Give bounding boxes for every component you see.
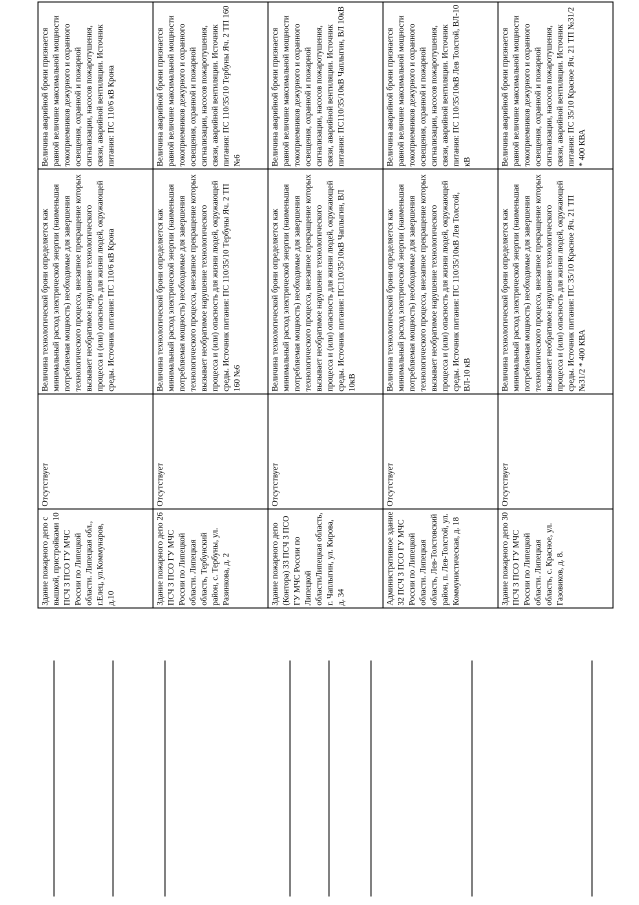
table-row (268, 2, 383, 608)
blank-line-2 (112, 661, 113, 897)
object-cell: Административное здание 32 ПСЧ 3 ПСО ГУ МЧС России по Липецкой области. Липецкая область, Лев-Толстовский район, п. Лев-Толстой, ул. Коммунистическая, д. 18 (383, 509, 498, 608)
blank-line-5 (328, 661, 329, 897)
emergency-reserve-cell: Величина аварийной брони признается равной величине максимальной мощности токоприемников дежурного и охранного освещения, охранной и пожарной сигнализации, насосов пожаротушения, связи, аварийной вентиляции. Источник питания: ПС 110/35/10 Тербуны Яч. 2 ТП 160 №6 (153, 2, 268, 169)
blank-line-1 (53, 661, 54, 897)
tech-reserve-cell: Величина технологической брони определяется как минимальный расход электрической энергии (наименьшая потребляемая мощность) необходимые для завершения технологического процесса, внезапное прекращение которых вызывает необратимое нарушение технологического процесса и (или) опасность для жизни людей, окружающей среды. Источник питания: ПС110/35/10кВ Чаплыгин, ВЛ 10кВ (268, 169, 383, 394)
blank-line-6 (370, 661, 371, 897)
table-row (498, 2, 613, 608)
table-row (383, 2, 498, 608)
object-cell: Здание пожарного депо с вышкой, пристройками 10 ПСЧ 3 ПСО ГУ МЧС России по Липецкой области. Липецкая обл., г.Елец, ул.Коммунаров, д.10 (38, 509, 153, 608)
status-cell: Отсутствует (268, 394, 383, 509)
tech-reserve-cell: Величина технологической брони определяется как минимальный расход электрической энергии (наименьшая потребляемая мощность) необходимые для завершения технологического процесса, внезапное прекращение которых вызывает необратимое нарушение технологического процесса и (или) опасность для жизни людей, окружающей среды. Источник питания: ПС 110/6 кВ Крона (38, 169, 153, 394)
tech-reserve-cell: Величина технологической брони определяется как минимальный расход электрической энергии (наименьшая потребляемая мощность) необходимые для завершения технологического процесса, внезапное прекращение которых вызывает необратимое нарушение технологического процесса и (или) опасность для жизни людей, окружающей среды. Источник питания: ПС 110/35/10кВ Лев Толстой, ВЛ-10 кВ (383, 169, 498, 394)
status-cell: Отсутствует (383, 394, 498, 509)
table-row (38, 2, 153, 608)
tech-reserve-cell: Величина технологической брони определяется как минимальный расход электрической энергии (наименьшая потребляемая мощность) необходимые для завершения технологического процесса, внезапное прекращение которых вызывает необратимое нарушение технологического процесса и (или) опасность для жизни людей, окружающей среды. Источник питания: ПС 35/10 Красное Яч. 21 ТП №31/2 * 400 КВА (498, 169, 613, 394)
blank-line-3 (164, 661, 165, 897)
blank-line-7 (471, 661, 472, 897)
reserve-table (37, 2, 613, 609)
emergency-reserve-cell: Величина аварийной брони признается равной величине максимальной мощности токоприемников дежурного и охранного освещения, охранной и пожарной сигнализации, насосов пожаротушения, связи, аварийной вентиляции. Источник питания: ПС110/35/10кВ Чаплыгин, ВЛ 10кВ (268, 2, 383, 169)
table-row (153, 2, 268, 608)
tech-reserve-cell: Величина технологической брони определяется как минимальный расход электрической энергии (наименьшая потребляемая мощность) необходимые для завершения технологического процесса, внезапное прекращение которых вызывает необратимое нарушение технологического процесса и (или) опасность для жизни людей, окружающей среды. Источник питания: ПС 110/35/10 Тербуны Яч. 2 ТП 160 №6 (153, 169, 268, 394)
status-cell: Отсутствует (498, 394, 613, 509)
object-cell: Здание пожарного депо 26 ПСЧ 3 ПСО ГУ МЧС России по Липецкой области. Липецкая область, Тербунский район, с. Тербуны, ул. Разинкова, д. 2 (153, 509, 268, 608)
object-cell: Здание пожарного депо (Контора) 33 ПСЧ 3 ПСО ГУ МЧС России по Липецкой областиЛипецкая область, г. Чаплыгин, ул. Кирова, д. 34 (268, 509, 383, 608)
object-cell: Здание пожарного депо 30 ПСЧ 3 ПСО ГУ МЧС России по Липецкой области. Липецкая область, с. Красное, ул. Газовиков, д. 8. (498, 509, 613, 608)
status-cell: Отсутствует (153, 394, 268, 509)
rotated-sheet (27, 4, 612, 897)
blank-line-8 (591, 661, 592, 897)
emergency-reserve-cell: Величина аварийной брони признается равной величине максимальной мощности токоприемников дежурного и охранного освещения, охранной и пожарной сигнализации, насосов пожаротушения, связи, аварийной вентиляции. Источник питания: ПС 110/6 кВ Крона (38, 2, 153, 169)
status-cell: Отсутствует (38, 394, 153, 509)
blank-line-4 (289, 661, 290, 897)
emergency-reserve-cell: Величина аварийной брони признается равной величине максимальной мощности токоприемников дежурного и охранного освещения, охранной и пожарной сигнализации, насосов пожаротушения, связи, аварийной вентиляции. Источник питания: ПС 35/10 Красное Яч. 21 ТП №31/2 * 400 КВА (498, 2, 613, 169)
emergency-reserve-cell: Величина аварийной брони признается равной величине максимальной мощности токоприемников дежурного и охранного освещения, охранной и пожарной сигнализации, насосов пожаротушения, связи, аварийной вентиляции. Источник питания: ПС 110/35/10кВ Лев Толстой, ВЛ-10 кВ (383, 2, 498, 169)
